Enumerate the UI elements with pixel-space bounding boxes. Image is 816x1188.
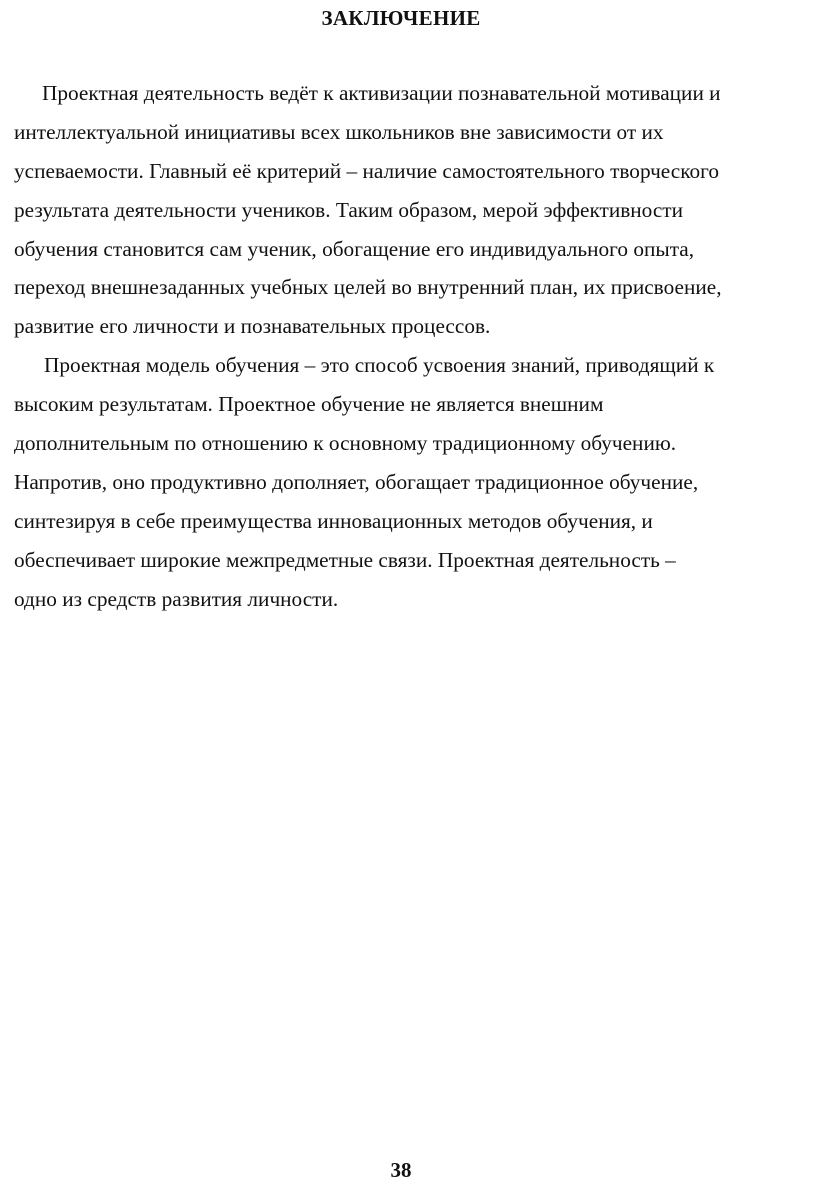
text-line: высоким результатам. Проектное обучение не является внешним [14, 392, 604, 417]
text-line: Проектная модель обучения – это способ усвоения знаний, приводящий к [44, 353, 715, 378]
page-number: 38 [390, 1158, 412, 1182]
text-line: результата деятельности учеников. Таким образом, мерой эффективности [14, 197, 684, 222]
text-line: обучения становится сам ученик, обогащение его индивидуального опыта, [14, 236, 695, 261]
paragraph-2 [14, 346, 794, 618]
text-line: дополнительным по отношению к основному традиционному обучению. [14, 431, 677, 456]
text-line: одно из средств развития личности. [14, 586, 339, 611]
page-title: ЗАКЛЮЧЕНИЕ [321, 6, 481, 30]
text-line: интеллектуальной инициативы всех школьников вне зависимости от их [14, 119, 664, 144]
text-line: обеспечивает широкие межпредметные связи. Проектная деятельность – [14, 547, 676, 572]
text-line: переход внешнезаданных учебных целей во внутренний план, их присвоение, [14, 275, 722, 300]
paragraph-1 [14, 74, 794, 346]
text-line: синтезируя в себе преимущества инновационных методов обучения, и [14, 508, 653, 533]
text-line: Проектная деятельность ведёт к активизации познавательной мотивации и [42, 81, 721, 105]
text-line: успеваемости. Главный её критерий – наличие самостоятельного творческого [14, 158, 719, 183]
text-line: Напротив, оно продуктивно дополняет, обогащает традиционное обучение, [14, 469, 699, 494]
text-line: развитие его личности и познавательных процессов. [14, 314, 491, 339]
body-text [14, 74, 794, 618]
